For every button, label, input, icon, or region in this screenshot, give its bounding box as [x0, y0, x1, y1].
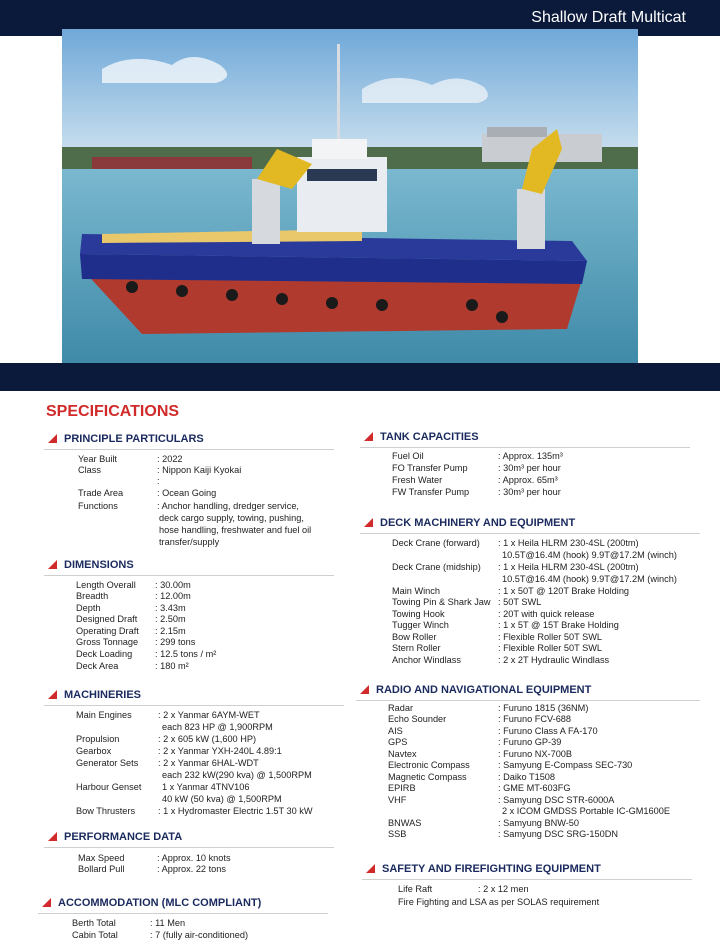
- spec-value: : 1 x Hydromaster Electric 1.5T 30 kW: [158, 806, 313, 816]
- triangle-icon: [48, 690, 57, 699]
- spec-value: : Daiko T1508: [498, 772, 556, 782]
- spec-value: : Flexible Roller 50T SWL: [498, 643, 602, 653]
- spec-value: : Samyung BNW-50: [498, 818, 580, 828]
- tank-section: [360, 430, 690, 508]
- triangle-icon: [360, 685, 369, 694]
- vessel-photo: [62, 29, 638, 363]
- spec-value: : Samyung DSC STR-6000A: [498, 795, 615, 805]
- spec-label: VHF: [388, 795, 407, 805]
- deck-section: [360, 516, 700, 674]
- spec-label: Towing Hook: [392, 609, 445, 619]
- performance-header: [44, 830, 334, 844]
- spec-label: Fresh Water: [392, 475, 443, 485]
- spec-value: : 2 x Yanmar 6HAL-WDT: [158, 758, 259, 768]
- spec-value: : 180 m²: [155, 661, 189, 671]
- spec-value: 10.5T@16.4M (hook) 9.9T@17.2M (winch): [502, 550, 677, 560]
- spec-label: Deck Area: [76, 661, 119, 671]
- spec-label: Deck Crane (forward): [392, 538, 480, 548]
- spec-value: : 1 x Heila HLRM 230-4SL (200tm): [498, 562, 639, 572]
- deck-header: [360, 516, 700, 530]
- spec-label: BNWAS: [388, 818, 422, 828]
- spec-label: Class: [78, 465, 101, 475]
- radio-header: [356, 683, 700, 697]
- spec-label: Year Built: [78, 454, 117, 464]
- spec-label: Main Engines: [76, 710, 132, 720]
- page-title: Shallow Draft Multicat: [531, 9, 686, 26]
- spec-value: hose handling, freshwater and fuel oil: [159, 525, 312, 535]
- spec-label: Radar: [388, 703, 414, 713]
- spec-rows: [360, 534, 700, 674]
- spec-value: : 1 x 50T @ 120T Brake Holding: [498, 586, 630, 596]
- spec-value: : Furuno FCV-688: [498, 714, 572, 724]
- spec-label: Bow Roller: [392, 632, 437, 642]
- spec-label: FO Transfer Pump: [392, 463, 468, 473]
- spec-value: : Anchor handling, dredger service,: [157, 501, 299, 511]
- spec-value: : 2 x Yanmar 6AYM-WET: [158, 710, 260, 720]
- spec-rows: [44, 706, 344, 816]
- spec-label: Gross Tonnage: [76, 637, 139, 647]
- spec-label: Operating Draft: [76, 626, 139, 636]
- spec-label: Towing Pin & Shark Jaw: [392, 597, 491, 607]
- spec-value: : 20T with quick release: [498, 609, 595, 619]
- spec-value: : Ocean Going: [157, 488, 217, 498]
- spec-label: Life Raft: [398, 884, 433, 894]
- spec-value: : Approx. 65m³: [498, 475, 558, 485]
- triangle-icon: [42, 898, 51, 907]
- triangle-icon: [364, 518, 373, 527]
- spec-value: : Samyung E-Compass SEC-730: [498, 760, 633, 770]
- spec-label: Stern Roller: [392, 643, 441, 653]
- spec-value: : 11 Men: [150, 918, 186, 928]
- spec-value: : Furuno GP-39: [498, 737, 562, 747]
- spec-value: : 3.43m: [155, 603, 186, 613]
- spec-label: FW Transfer Pump: [392, 487, 470, 497]
- spec-label: Echo Sounder: [388, 714, 447, 724]
- section-title: PRINCIPLE PARTICULARS: [64, 433, 204, 445]
- banner-bottom-bar: [0, 363, 720, 391]
- spec-value: : GME MT-603FG: [498, 783, 571, 793]
- machineries-section: [44, 688, 344, 816]
- spec-rows: [356, 701, 700, 851]
- spec-rows: [360, 448, 690, 508]
- spec-value: 40 kW (50 kva) @ 1,500RPM: [162, 794, 282, 804]
- spec-value: : 2 x 605 kW (1,600 HP): [158, 734, 257, 744]
- spec-value: transfer/supply: [159, 537, 220, 547]
- spec-value: : Approx. 10 knots: [157, 853, 231, 863]
- spec-rows: [44, 576, 334, 676]
- machineries-header: [44, 688, 344, 702]
- spec-value: 10.5T@16.4M (hook) 9.9T@17.2M (winch): [502, 574, 677, 584]
- spec-value: : Furuno 1815 (36NM): [498, 703, 589, 713]
- spec-value: : 30.00m: [155, 580, 191, 590]
- spec-label: Length Overall: [76, 580, 136, 590]
- spec-value: each 823 HP @ 1,900RPM: [162, 722, 273, 732]
- principle-header: [44, 432, 334, 446]
- spec-value: : 12.00m: [155, 591, 191, 601]
- spec-rows: [38, 914, 328, 944]
- section-title: RADIO AND NAVIGATIONAL EQUIPMENT: [376, 684, 592, 696]
- section-title: DECK MACHINERY AND EQUIPMENT: [380, 517, 576, 529]
- spec-label: Navtex: [388, 749, 417, 759]
- spec-value: : 2 x Yanmar YXH-240L 4.89:1: [158, 746, 282, 756]
- section-title: TANK CAPACITIES: [380, 431, 479, 443]
- triangle-icon: [48, 560, 57, 569]
- spec-label: Generator Sets: [76, 758, 139, 768]
- spec-value: : 30m³ per hour: [498, 487, 561, 497]
- spec-value: : 12.5 tons / m²: [155, 649, 217, 659]
- spec-label: EPIRB: [388, 783, 416, 793]
- safety-header: [362, 862, 692, 876]
- dimensions-section: [44, 558, 334, 676]
- spec-label: Max Speed: [78, 853, 125, 863]
- spec-value: : Nippon Kaiji Kyokai: [157, 465, 242, 475]
- spec-value: : 2.50m: [155, 614, 186, 624]
- spec-value: : Approx. 135m³: [498, 451, 563, 461]
- safety-section: [362, 862, 692, 910]
- specifications-title: SPECIFICATIONS: [46, 403, 180, 420]
- spec-value: : 30m³ per hour: [498, 463, 561, 473]
- section-title: PERFORMANCE DATA: [64, 831, 183, 843]
- tank-header: [360, 430, 690, 444]
- section-title: DIMENSIONS: [64, 559, 134, 571]
- section-title: MACHINERIES: [64, 689, 142, 701]
- spec-label: Electronic Compass: [388, 760, 470, 770]
- spec-value: :: [157, 476, 160, 486]
- spec-value: each 232 kW(290 kva) @ 1,500RPM: [162, 770, 312, 780]
- spec-value: : 2.15m: [155, 626, 186, 636]
- accommodation-section: [38, 896, 328, 944]
- spec-rows: [44, 848, 334, 878]
- spec-label: Gearbox: [76, 746, 112, 756]
- spec-value: : Furuno Class A FA-170: [498, 726, 598, 736]
- radio-section: [356, 683, 700, 851]
- spec-value: 2 x ICOM GMDSS Portable IC-GM1600E: [502, 806, 670, 816]
- spec-label: Tugger Winch: [392, 620, 449, 630]
- spec-label: Magnetic Compass: [388, 772, 467, 782]
- spec-label: GPS: [388, 737, 408, 747]
- header-banner: [0, 0, 720, 390]
- spec-label: Deck Loading: [76, 649, 133, 659]
- spec-value: : 2022: [157, 454, 183, 464]
- spec-label: AIS: [388, 726, 403, 736]
- spec-value: : 299 tons: [155, 637, 196, 647]
- spec-label: SSB: [388, 829, 407, 839]
- triangle-icon: [366, 864, 375, 873]
- spec-value: : 1 x 5T @ 15T Brake Holding: [498, 620, 619, 630]
- spec-value: : Furuno NX-700B: [498, 749, 573, 759]
- section-title: ACCOMMODATION (MLC COMPLIANT): [58, 897, 262, 909]
- spec-label: Bow Thrusters: [76, 806, 136, 816]
- spec-value: 1 x Yanmar 4TNV106: [162, 782, 250, 792]
- triangle-icon: [48, 434, 57, 443]
- spec-value: : Flexible Roller 50T SWL: [498, 632, 602, 642]
- spec-value: deck cargo supply, towing, pushing,: [159, 513, 304, 523]
- performance-section: [44, 830, 334, 878]
- spec-value: : 7 (fully air-conditioned): [150, 930, 249, 940]
- triangle-icon: [48, 832, 57, 841]
- spec-value: : 2 x 12 men: [478, 884, 529, 894]
- spec-label: Designed Draft: [76, 614, 138, 624]
- spec-value: : 50T SWL: [498, 597, 542, 607]
- spec-label: Berth Total: [72, 918, 116, 928]
- spec-label: Fuel Oil: [392, 451, 424, 461]
- accommodation-header: [38, 896, 328, 910]
- triangle-icon: [364, 432, 373, 441]
- spec-rows: [44, 450, 334, 550]
- spec-label: Breadth: [76, 591, 109, 601]
- section-title: SAFETY AND FIREFIGHTING EQUIPMENT: [382, 863, 601, 875]
- spec-rows: [362, 880, 692, 910]
- spec-label: Main Winch: [392, 586, 440, 596]
- spec-label: Trade Area: [78, 488, 124, 498]
- spec-label: Functions: [78, 501, 118, 511]
- spec-value: : Samyung DSC SRG-150DN: [498, 829, 618, 839]
- spec-label: Anchor Windlass: [392, 655, 461, 665]
- spec-label: Propulsion: [76, 734, 120, 744]
- spec-label: Cabin Total: [72, 930, 118, 940]
- spec-value: : Approx. 22 tons: [157, 864, 226, 874]
- spec-label: Depth: [76, 603, 101, 613]
- spec-label: Bollard Pull: [78, 864, 125, 874]
- dimensions-header: [44, 558, 334, 572]
- spec-value: : 1 x Heila HLRM 230-4SL (200tm): [498, 538, 639, 548]
- spec-label: Deck Crane (midship): [392, 562, 481, 572]
- principle-section: [44, 432, 334, 550]
- spec-value: : 2 x 2T Hydraulic Windlass: [498, 655, 610, 665]
- spec-label: Fire Fighting and LSA as per SOLAS requirement: [398, 897, 600, 907]
- spec-label: Harbour Genset: [76, 782, 142, 792]
